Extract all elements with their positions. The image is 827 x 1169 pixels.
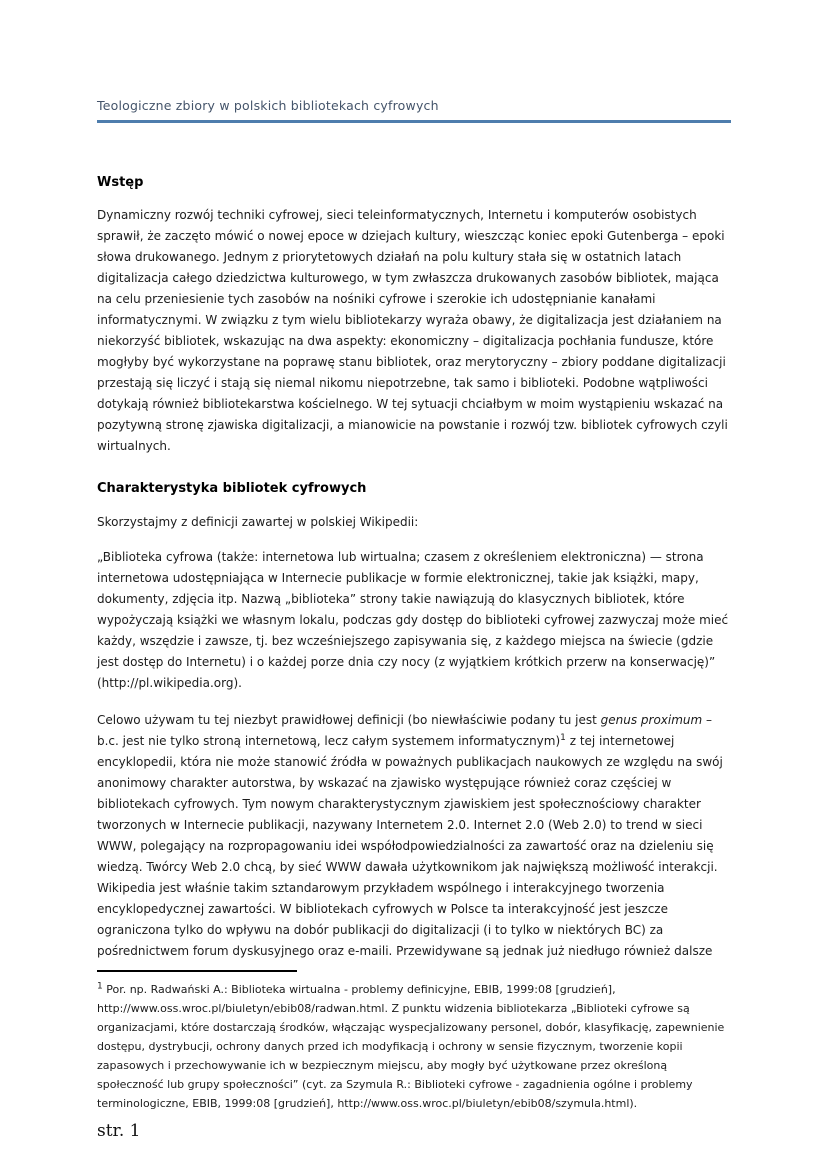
paragraph-wikipedia-lead: Skorzystajmy z definicji zawartej w polskiej Wikipedii: [97, 515, 419, 529]
page-number: str. 1 [97, 1121, 141, 1141]
paragraph-wikipedia-quote: „Biblioteka cyfrowa (także: internetowa lub wirtualna; czasem z określeniem elektroniczna) — strona internetowa udostępniająca w Internecie publikacje w formie elektronicznej, takie jak książki, mapy, dokumenty, zdjęcia itp. Nazwą „biblioteka” strony takie nawiązują do klasycznych bibliotek, które wypożyczają książki we własnym lokalu, podczas gdy dostęp do biblioteki cyfrowej zazwyczaj może mieć każdy, wszędzie i zawsze, tj. bez wcześniejszego zapisywania się, z każdego miejsca na świecie (gdzie jest dostęp do Internetu) i o każdej porze dnia czy nocy (z wyjątkiem krótkich przerw na konserwację)” (http://pl.wikipedia.org). [97, 550, 729, 690]
paragraph-web20-segment-3: z tej internetowej encyklopedii, która nie może stanowić źródła w poważnych publikacjach naukowych ze względu na swój anonimowy charakter autorstwa, by wskazać na zjawisko występujące również coraz częściej w bibliotekach cyfrowych. Tym nowym charakterystycznym zjawiskiem jest społecznościowy charakter tworzonych w Internecie publikacji, nazywany Internetem 2.0. Internet 2.0 (Web 2.0) to trend w sieci WWW, polegający na rozpropagowaniu idei współodpowiedzialności za zawartość oraz na dzieleniu się wiedzą. Twórcy Web 2.0 chcą, by sieć WWW dawała użytkownikom jak największą możliwość interakcji. Wikipedia jest właśnie takim sztandarowym przykładem wspólnego i interakcyjnego tworzenia encyklopedycznej zawartości. W bibliotekach cyfrowych w Polsce ta interakcyjność jest jeszcze ograniczona tylko do wpływu na dobór publikacji do digitalizacji (i to tylko w niektórych BC) za pośrednictwem forum dyskusyjnego oraz e-maili. Przewidywane są jednak już niedługo również dalsze [97, 734, 723, 958]
running-header-title: Teologiczne zbiory w polskich bibliotekach cyfrowych [97, 98, 439, 113]
section-heading-charakterystyka: Charakterystyka bibliotek cyfrowych [97, 481, 367, 496]
footnote-1 [97, 980, 731, 1113]
italic-genus-proximum: genus proximum [600, 713, 703, 727]
page-header [97, 98, 731, 123]
paragraph-digitalization-intro: Dynamiczny rozwój techniki cyfrowej, sieci teleinformatycznych, Internetu i komputerów osobistych sprawił, że zaczęto mówić o nowej epoce w dziejach kultury, wieszcząc koniec epoki Gutenberga – epoki słowa drukowanego. Jednym z priorytetowych działań na polu kultury stała się w ostatnich latach digitalizacja całego dziedzictwa kulturowego, w tym zwłaszcza drukowanych zasobów bibliotek, mająca na celu przeniesienie tych zasobów na nośniki cyfrowe i szerokie ich udostępnianie kanałami informatycznymi. W związku z tym wielu bibliotekarzy wyraża obawy, że digitalizacja jest działaniem na niekorzyść bibliotek, wskazując na dwa aspekty: ekonomiczny – digitalizacja pochłania fundusze, które mogłyby być wykorzystane na poprawę stanu bibliotek, oraz merytoryczny – zbiory poddane digitalizacji przestają się liczyć i stają się niemal nikomu niepotrzebne, tak samo i biblioteki. Podobne wątpliwości dotykają również bibliotekarstwa kościelnego. W tej sytuacji chciałbym w moim wystąpieniu wskazać na pozytywną stronę zjawiska digitalizacji, a mianowicie na powstanie i rozwój tzw. bibliotek cyfrowych czyli wirtualnych. [97, 208, 728, 453]
paragraph-web20-segment-1: Celowo używam tu tej niezbyt prawidłowej definicji (bo niewłaściwie podany tu jest [97, 713, 601, 727]
paragraph-web20 [97, 710, 731, 962]
footnote-reference-1: 1 [560, 733, 566, 743]
footnote-text: Por. np. Radwański A.: Biblioteka wirtualna - problemy definicyjne, EBIB, 1999:08 [grudzień], http://www.oss.wroc.pl/biuletyn/ebib08/radwan.html. Z punktu widzenia bibliotekarza „Biblioteki cyfrowe są organizacjami, które dostarczają środków, włączając wyspecjalizowany personel, dobór, klasyfikację, zapewnienie dostępu, dystrybucji, ochrony danych przed ich modyfikacją i ochrony w sensie fizycznym, tworzenie kopii zapasowych i przechowywanie ich w bezpiecznym miejscu, aby mogły być użytkowane przez określoną społeczność lub grupy społeczności” (cyt. za Szymula R.: Biblioteki cyfrowe - zagadnienia ogólne i problemy terminologiczne, EBIB, 1999:08 [grudzień], http://www.oss.wroc.pl/biuletyn/ebib08/szymula.html). [97, 983, 725, 1110]
section-heading-wstep: Wstęp [97, 175, 144, 190]
footnote-separator [97, 970, 297, 972]
footnote-marker-1: 1 [97, 981, 103, 992]
paragraph-web20-segment-2: – b.c. jest nie tylko stroną internetową, lecz całym systemem informatycznym) [97, 713, 713, 748]
